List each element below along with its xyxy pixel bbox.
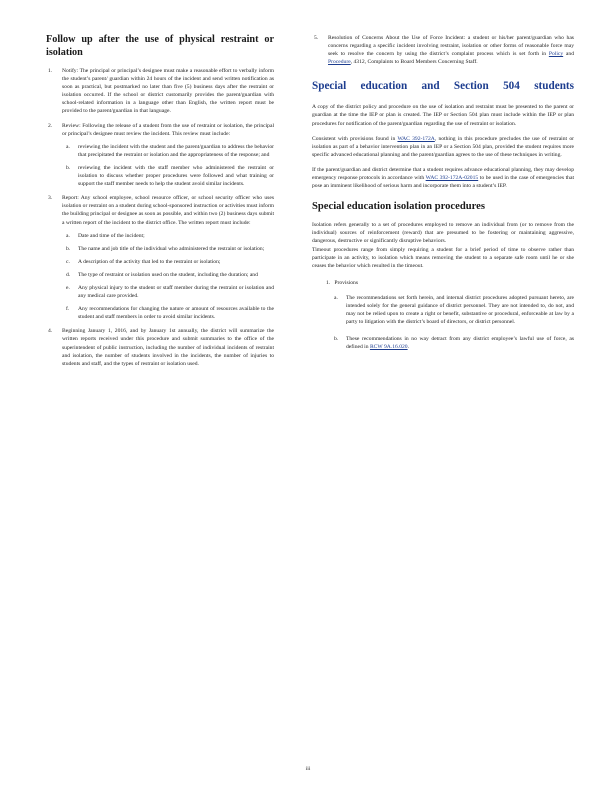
left-column (46, 34, 274, 374)
paragraph-text: Consistent with provisions found in (312, 135, 396, 142)
list-item (48, 327, 274, 367)
sub-item-marker: b. (334, 336, 339, 343)
sub-item-marker: f. (66, 306, 70, 313)
paragraph-text: If the parent/guardian and district determine that a student requires advance educational planning, they may develop emergency response protocols in accordance with (312, 166, 574, 182)
item-number: 3. (48, 195, 53, 202)
section-heading-follow-up: Follow up after the use of physical restraint or isolation (46, 34, 274, 58)
sub-item-marker: b. (66, 164, 71, 171)
item-number: 1. (48, 68, 53, 74)
item-text-connector: and (565, 51, 574, 58)
sub-item-text: Date and time of the incident; (78, 232, 145, 239)
sub-item-marker: a. (66, 143, 70, 150)
item-number: 5. (314, 35, 319, 41)
item-number: 2. (48, 122, 53, 129)
sub-item-text: reviewing the incident with the student and the parent/guardian to address the behavior that precipitated the restraint or isolation and the appropriateness of the response; and (78, 143, 274, 158)
list-item: 5. Resolution of Concerns About the Use of Force Incident: a student or his/her parent/guardian who has concerns regarding a specific incident involving restraint, isolation or other forms of reasonable force may seek to resolve the concern by using the district’s complaint process which is set forth in Policy and Procedure, 4312, Complaints to Board Members Concerning Staff. (314, 35, 574, 66)
wac-392-172a-link[interactable]: WAC 392-172A (397, 135, 435, 142)
page-number: iii (305, 766, 311, 772)
procedure-link[interactable]: Procedure (328, 59, 351, 66)
sub-item (334, 335, 574, 351)
sub-item-marker: d. (66, 271, 71, 278)
follow-up-list (46, 67, 274, 368)
paragraph-timeout: Timeout procedures range from simply requiring a student for a brief period of time to observe rather than participate in an activity, to isolation which means removing the student to a separate safe room until he or she ceases the behavior which resulted in the timeout. (312, 246, 574, 269)
paragraph-isolation-definition: Isolation refers generally to a set of procedures employed to remove an individual from (or to remove from the individual) sources of reinforcement (reward) that are presumed to be fostering or maintaining aggressive, dangerous, destructive or significantly disruptive behaviors. (312, 222, 574, 245)
review-sublist (62, 143, 274, 188)
list-item (48, 194, 274, 321)
policy-link[interactable]: Policy (548, 51, 564, 58)
resolution-list (312, 34, 574, 66)
paragraph-text: , nothing in this procedure precludes the use of restraint or isolation as part of a behavior intervention plan in an IEP or a Section 504 plan, provided the student requires more specific advanced educational planning and the parent/guardian agrees to the use of these techniques in writing. (312, 135, 575, 158)
sub-item (66, 258, 274, 266)
paragraph-text: to be used in the case of emergencies that pose an imminent likelihood of serious harm and incorporate them into a student’s IEP. (312, 175, 574, 190)
provisions-number: 1. (326, 279, 331, 286)
section-heading-isolation-procedures: Special education isolation procedures (312, 201, 485, 213)
right-column (312, 34, 574, 356)
sub-item-marker: e. (66, 284, 70, 291)
paragraph-emergency-protocols (312, 166, 574, 190)
report-sublist (62, 232, 274, 322)
item-text: Notify: The principal or principal’s designee must make a reasonable effort to verbally inform the student’s parent/ guardian within 24 hours of the incident and send written notification as soon as practical, but postmarked no later than five (5) business days after the restraint or isolation occurred. If the school or district customarily provides the parent/guardian with school-related information in a language other than English, the written report must be provided to the parent/guardian in that language. (62, 68, 274, 115)
wac-392-172a-02015-link[interactable]: WAC 392-172A-02015 (425, 175, 479, 182)
sub-item-text: The type of restraint or isolation used on the student, including the duration; and (78, 271, 258, 278)
rcw-9a-16-020-link[interactable]: RCW 9A.16.020 (369, 344, 408, 351)
sub-item (66, 271, 274, 279)
item-number: 4. (48, 328, 53, 335)
sub-item (66, 164, 274, 188)
item-text: Report: Any school employee, school resource officer, or school security officer who uses isolation or restraint on a student during school-sponsored instruction or activities must inform the building principal or designee as soon as possible, and within two (2) business days submit a written report of the incident to the district office. The written report must include: (62, 195, 274, 226)
sub-item (66, 232, 274, 240)
sub-item (66, 245, 274, 253)
sub-item (66, 305, 274, 321)
sub-item-text: The name and job title of the individual who administered the restraint or isolation; (78, 245, 265, 252)
list-item (48, 122, 274, 189)
paragraph-consistent (312, 135, 574, 159)
item-text: Review: Following the release of a student from the use of restraint or isolation, the principal or principal’s designee must review the incident. This review must include: (62, 122, 274, 137)
section-heading-special-ed-504: Special education and Section 504 students (312, 80, 574, 93)
sub-item-text: These recommendations in no way detract from any district employee’s lawful use of force, as defined in (346, 336, 574, 351)
sub-item (66, 284, 274, 300)
sub-item-marker: c. (66, 258, 70, 265)
list-item (48, 67, 274, 116)
provisions-heading (312, 279, 574, 287)
provisions-list (312, 294, 574, 352)
sub-item-text: Any recommendations for changing the nature or amount of resources available to the student and staff members in order to avoid similar incidents. (78, 306, 274, 321)
sub-item-text: Any physical injury to the student or staff member during the restraint or isolation and any medical care provided. (78, 284, 274, 300)
sub-item-text: The recommendations set forth herein, and internal district procedures adopted pursuant hereto, are intended solely for the general guidance of district personnel. They are not intended to, do not, and may not be relied upon to create a right or benefit, substantive or procedural, enforceable at law by a party to litigation with the district’s board of directors, or district personnel. (346, 294, 574, 326)
item-text-end: 4312, Complaints to Board Members Concerning Staff. (353, 59, 478, 66)
sub-item-text-end: . (407, 344, 410, 351)
sub-item-marker: a. (66, 232, 70, 239)
sub-item-text: reviewing the incident with the staff member who administered the restraint or isolation to discuss whether proper procedures were followed and what training or support the staff member needs to help the student avoid similar incidents. (78, 164, 274, 188)
paragraph-iep-copy: A copy of the district policy and procedure on the use of isolation and restraint must be presented to the parent or guardian at the time the IEP or plan is created. The IEP or Section 504 plan must include within the IEP or plan procedures for notification of the parent/guardian regarding the use of restraint or isolation. (312, 104, 574, 127)
sub-item-marker: b. (66, 245, 71, 252)
sub-item (66, 143, 274, 159)
sub-item-marker: a. (334, 294, 338, 301)
provisions-label: Provisions (334, 279, 359, 286)
sub-item-text: A description of the activity that led to the restraint or isolation; (78, 258, 221, 265)
item-text: Resolution of Concerns About the Use of Force Incident: a student or his/her parent/guardian who has concerns regarding a specific incident involving restraint, isolation or other forms of reasonable force may seek to resolve the concern by using the district’s complaint process which is set forth in (328, 35, 574, 58)
item-text: Beginning January 1, 2016, and by January 1st annually, the district will summarize the written reports received under this procedure and submit summaries to the office of the superintendent of public instruction, including the number of individual incidents of restraint and isolation, the number of students involved in the incidents, the number of injuries to students and staff, and the types of restraint or isolation used. (62, 328, 274, 367)
sub-item (334, 294, 574, 326)
